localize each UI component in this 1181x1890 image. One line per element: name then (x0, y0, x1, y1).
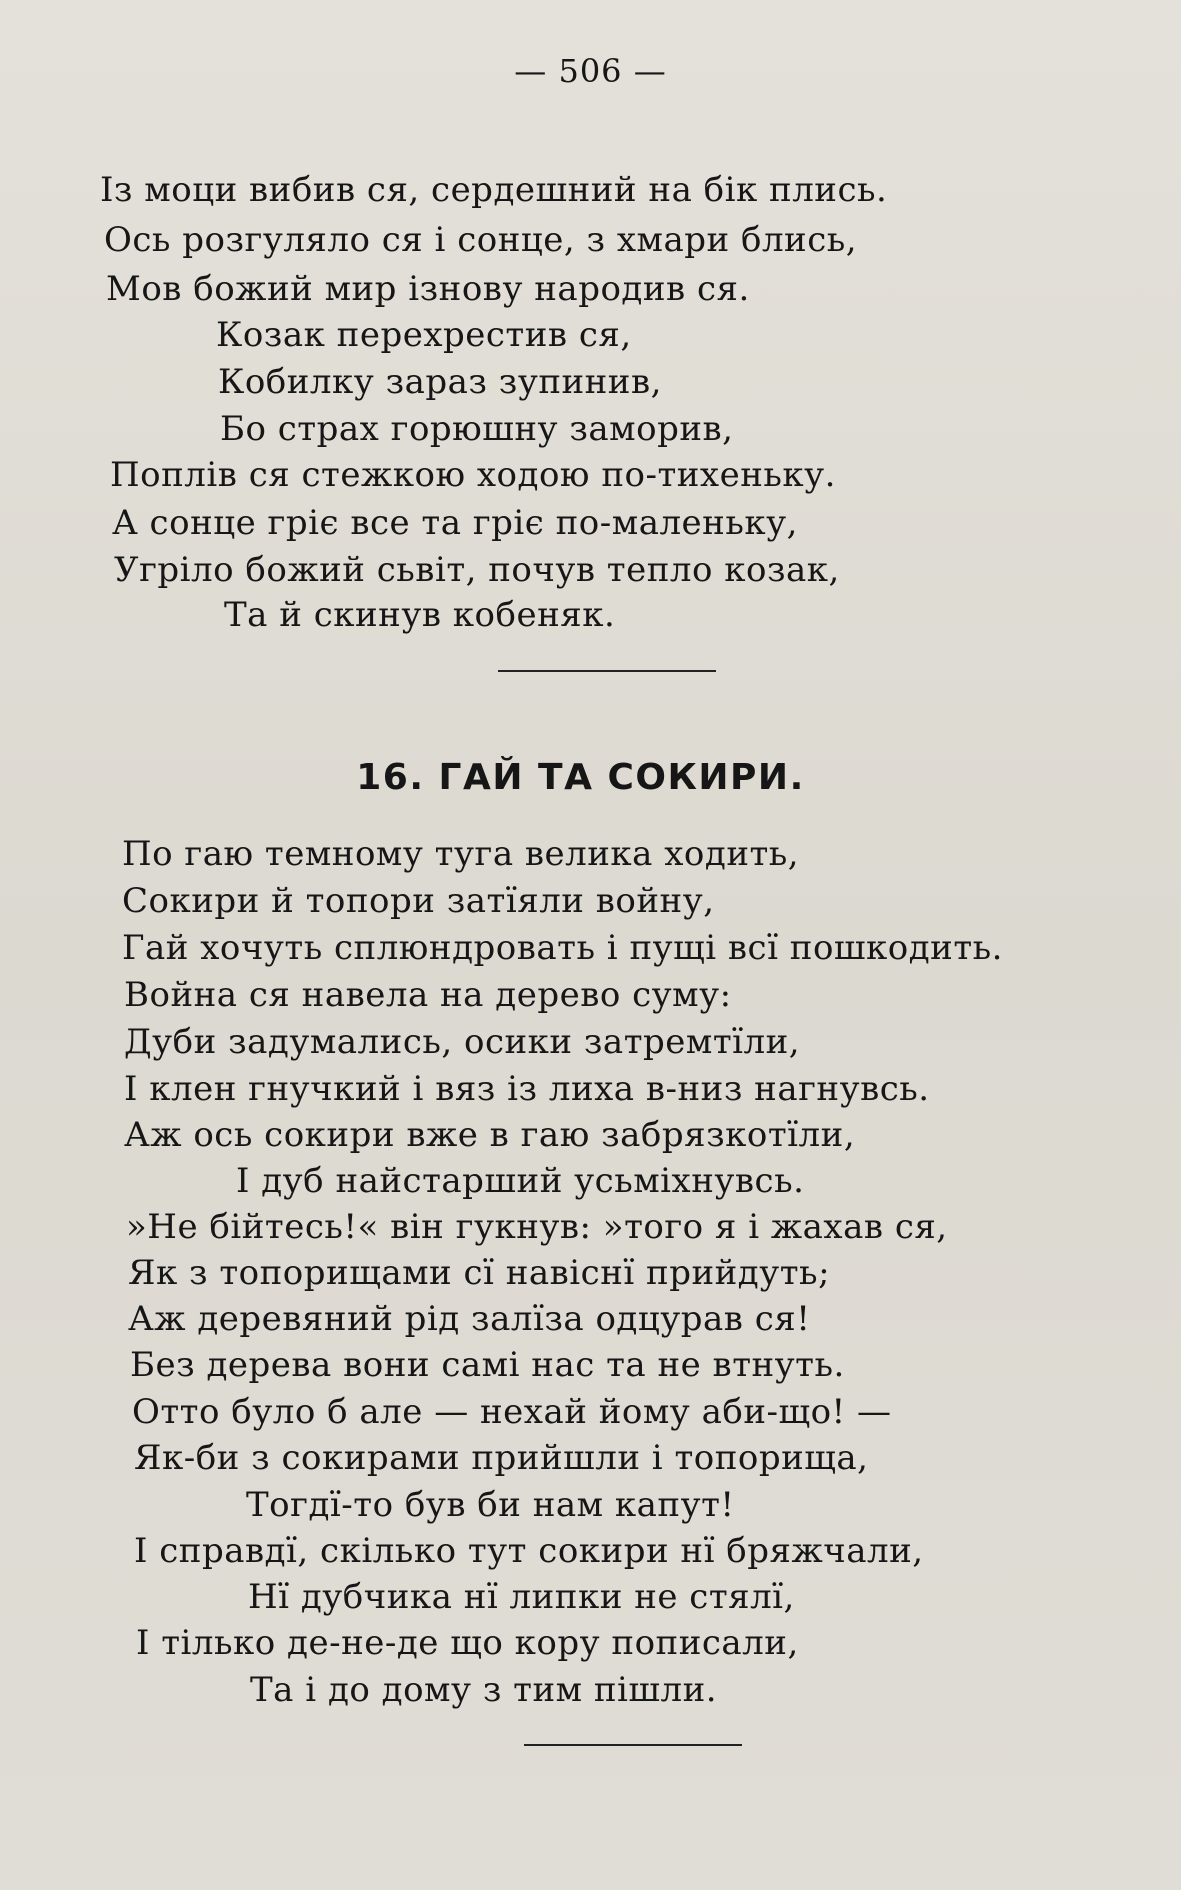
poem-line: Із моци вибив ся, сердешний на бік плись. (100, 170, 888, 210)
poem-line: Поплів ся стежкою ходою по-тихеньку. (110, 455, 836, 495)
poem-line: Бо страх горюшну заморив, (220, 409, 734, 449)
poem-line: Нї дубчика нї липки не стялї, (248, 1577, 795, 1617)
poem-line: І дуб найстарший усьміхнувсь. (236, 1161, 805, 1201)
poem-line: Сокири й топори затїяли войну, (122, 881, 715, 921)
poem-line: Тогдї-то був би нам капут! (246, 1485, 735, 1525)
section-heading: 16. ГАЙ ТА СОКИРИ. (356, 757, 805, 798)
page-number: — 506 — (514, 52, 667, 90)
poem-line: А сонце гріє все та гріє по-маленьку, (112, 503, 798, 543)
poem-line: Козак перехрестив ся, (216, 315, 632, 355)
poem-line: І тілько де-не-де що кору пописали, (136, 1623, 799, 1663)
poem-line: »Не бійтесь!« він гукнув: »того я і жахав ся, (126, 1207, 948, 1247)
poem-line: Отто було б але — нехай йому аби-що! — (132, 1392, 892, 1432)
section-divider (498, 670, 716, 672)
poem-line: Як-би з сокирами прийшли і топорища, (134, 1438, 869, 1478)
poem-line: Война ся навела на дерево суму: (124, 975, 732, 1015)
poem-line: Та і до дому з тим пішли. (250, 1670, 718, 1710)
poem-line: Дуби задумались, осики затремтїли, (124, 1022, 801, 1062)
poem-line: І справдї, скілько тут сокири нї бряжчали, (134, 1531, 924, 1571)
poem-line: Ось розгуляло ся і сонце, з хмари блись, (104, 220, 858, 260)
poem-line: Кобилку зараз зупинив, (218, 362, 662, 402)
poem-line: І клен гнучкий і вяз із лиха в-низ нагнувсь. (124, 1069, 930, 1109)
poem-line: По гаю темному туга велика ходить, (122, 834, 800, 874)
poem-line: Аж ось сокири вже в гаю забрязкотїли, (124, 1115, 856, 1155)
section-divider (524, 1744, 742, 1746)
poem-line: Як з топорищами сї навіснї прийдуть; (128, 1253, 831, 1293)
poem-line: Аж деревяний рід залїза одцурав ся! (128, 1299, 811, 1339)
poem-line: Угріло божий сьвіт, почув тепло козак, (114, 550, 840, 590)
poem-line: Гай хочуть сплюндровать і пущі всї пошкодить. (122, 928, 1003, 968)
poem-line: Та й скинув кобеняк. (224, 595, 616, 635)
poem-line: Мов божий мир ізнову народив ся. (106, 269, 750, 309)
poem-line: Без дерева вони самі нас та не втнуть. (130, 1345, 845, 1385)
